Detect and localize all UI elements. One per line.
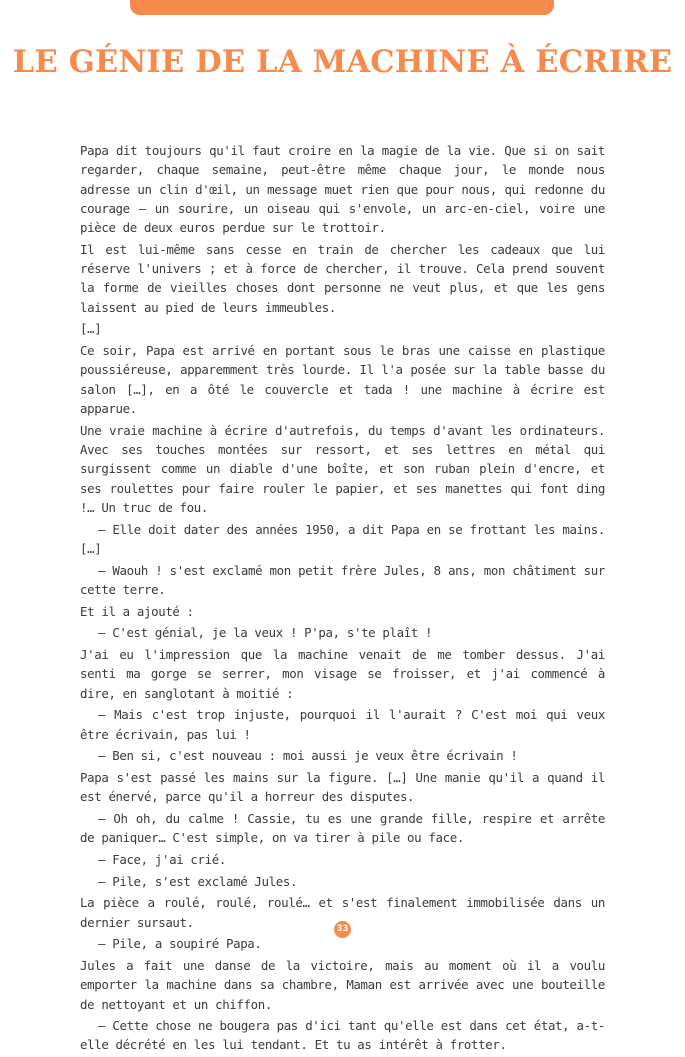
page-title: LE GÉNIE DE LA MACHINE À ÉCRIRE: [12, 44, 673, 80]
dialogue-line: — Oh oh, du calme ! Cassie, tu es une grande fille, respire et arrête de paniquer… C'est simple, on va tirer à pile ou face.: [80, 810, 605, 846]
dialogue-line: — Face, j'ai crié.: [98, 851, 226, 867]
paragraph: Une vraie machine à écrire d'autrefois, du temps d'avant les ordinateurs. Avec ses touches montées sur ressort, et ses lettres en métal qui surgissent comme un diable d'une boîte, et son ruban plein d'encre, et ses roulettes pour faire rouler le papier, et ses manettes qui font ding !… Un truc de fou.: [80, 422, 605, 515]
paragraph: Papa s'est passé les mains sur la figure. […] Une manie qu'il a quand il est énervé, parce qu'il a horreur des disputes.: [80, 769, 605, 805]
dialogue-line: — C'est génial, je la veux ! P'pa, s'te plaît !: [98, 625, 433, 641]
dialogue-line: — Elle doit dater des années 1950, a dit Papa en se frottant les mains. […]: [80, 521, 605, 556]
paragraph: Jules a fait une danse de la victoire, mais au moment où il a voulu emporter la machine dans sa chambre, Maman est arrivée avec une bouteille de nettoyant et un chiffon.: [80, 957, 605, 1012]
story-text: [80, 141, 605, 1057]
paragraph: Ce soir, Papa est arrivé en portant sous le bras une caisse en plastique poussiéreuse, apparemment très lourde. Il l'a posée sur la table basse du salon […], en a ôté le couvercle et tada ! une machine à écrire est apparue.: [80, 343, 605, 417]
dialogue-line: — Ben si, c'est nouveau : moi aussi je veux être écrivain !: [98, 748, 518, 764]
dialogue-line: — Cette chose ne bougera pas d'ici tant qu'elle est dans cet état, a-t-elle décrété en les lui tendant. Et tu as intérêt à frotter.: [80, 1018, 605, 1053]
paragraph: J'ai eu l'impression que la machine venait de me tomber dessus. J'ai senti ma gorge se serrer, mon visage se froisser, et j'ai commencé à dire, en sanglotant à moitié :: [80, 646, 605, 701]
dialogue-line: — Pile, s'est exclamé Jules.: [98, 873, 298, 889]
dialogue-line: — Mais c'est trop injuste, pourquoi il l'aurait ? C'est moi qui veux être écrivain, pas lui !: [80, 707, 605, 742]
dialogue-line: — Waouh ! s'est exclamé mon petit frère Jules, 8 ans, mon châtiment sur cette terre.: [80, 562, 605, 597]
dialogue-line: — Pile, a soupiré Papa.: [98, 936, 262, 952]
page-number-badge: 33: [334, 921, 351, 938]
paragraph: La pièce a roulé, roulé, roulé… et s'est finalement immobilisée dans un dernier sursaut.: [80, 895, 605, 930]
paragraph: […]: [80, 321, 102, 337]
top-decorative-tab: [130, 0, 554, 15]
paragraph: Et il a ajouté :: [80, 603, 194, 619]
paragraph: Papa dit toujours qu'il faut croire en la magie de la vie. Que si on sait regarder, chaque semaine, peut-être même chaque jour, le monde nous adresse un clin d'œil, un message muet rien que pour nous, qui redonne du courage — un sourire, un oiseau qui s'envole, un arc-en-ciel, voire une pièce de deux euros perdue sur le trottoir.: [80, 143, 605, 236]
paragraph: Il est lui-même sans cesse en train de chercher les cadeaux que lui réserve l'univers ; et à force de chercher, il trouve. Cela prend souvent la forme de vieilles choses dont personne ne veut plus, et que les gens laissent au pied de leurs immeubles.: [80, 241, 605, 315]
